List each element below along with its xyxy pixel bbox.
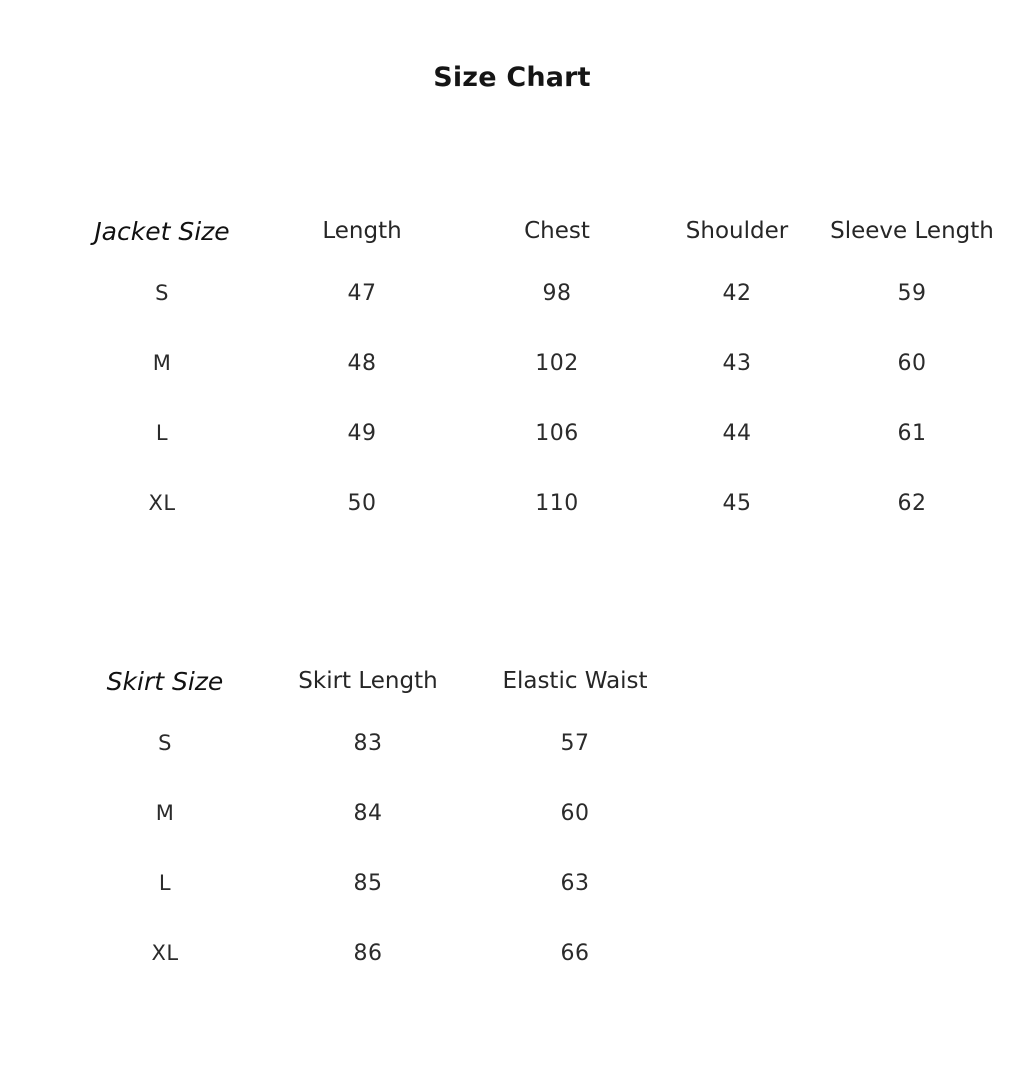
cell-size: S: [155, 281, 169, 305]
cell-shoulder: 44: [722, 420, 752, 446]
jacket-size-table-wrapper: [62, 204, 1002, 538]
cell-sleeve-length: 61: [897, 420, 927, 446]
cell-skirt-length: 85: [353, 870, 383, 896]
column-header-elastic-waist: Elastic Waist: [502, 668, 648, 694]
table-row: [62, 708, 682, 778]
cell-length: 47: [347, 280, 377, 306]
column-header-shoulder: Shoulder: [685, 218, 789, 244]
cell-size: M: [155, 801, 175, 825]
column-header-skirt-length: Skirt Length: [298, 668, 438, 694]
cell-shoulder: 45: [722, 490, 752, 516]
cell-chest: 98: [542, 280, 572, 306]
cell-length: 49: [347, 420, 377, 446]
table-row: [62, 778, 682, 848]
skirt-size-table: [62, 654, 682, 988]
cell-size: L: [155, 421, 169, 445]
cell-length: 50: [347, 490, 377, 516]
table-row: [62, 328, 1002, 398]
skirt-size-table-wrapper: [62, 654, 682, 988]
column-header-sleeve-length: Sleeve Length: [830, 218, 994, 244]
size-chart-page: [0, 62, 1024, 1086]
cell-size: S: [158, 731, 172, 755]
cell-size: XL: [148, 491, 176, 515]
cell-shoulder: 43: [722, 350, 752, 376]
cell-chest: 102: [535, 350, 579, 376]
cell-size: M: [152, 351, 172, 375]
table-header-row: [62, 204, 1002, 258]
cell-elastic-waist: 63: [560, 870, 590, 896]
column-header-jacket-size: Jacket Size: [94, 216, 230, 246]
column-header-chest: Chest: [524, 218, 590, 244]
table-row: [62, 468, 1002, 538]
column-header-skirt-size: Skirt Size: [106, 666, 224, 696]
cell-size: XL: [151, 941, 179, 965]
cell-skirt-length: 84: [353, 800, 383, 826]
table-row: [62, 848, 682, 918]
cell-skirt-length: 83: [353, 730, 383, 756]
cell-chest: 110: [535, 490, 579, 516]
cell-length: 48: [347, 350, 377, 376]
cell-elastic-waist: 66: [560, 940, 590, 966]
table-row: [62, 918, 682, 988]
table-header-row: [62, 654, 682, 708]
cell-size: L: [158, 871, 172, 895]
cell-sleeve-length: 60: [897, 350, 927, 376]
cell-shoulder: 42: [722, 280, 752, 306]
cell-elastic-waist: 60: [560, 800, 590, 826]
table-row: [62, 258, 1002, 328]
jacket-size-table: [62, 204, 1002, 538]
cell-chest: 106: [535, 420, 579, 446]
cell-elastic-waist: 57: [560, 730, 590, 756]
page-title: Size Chart: [433, 62, 591, 93]
table-row: [62, 398, 1002, 468]
cell-sleeve-length: 62: [897, 490, 927, 516]
column-header-length: Length: [322, 218, 402, 244]
cell-sleeve-length: 59: [897, 280, 927, 306]
cell-skirt-length: 86: [353, 940, 383, 966]
